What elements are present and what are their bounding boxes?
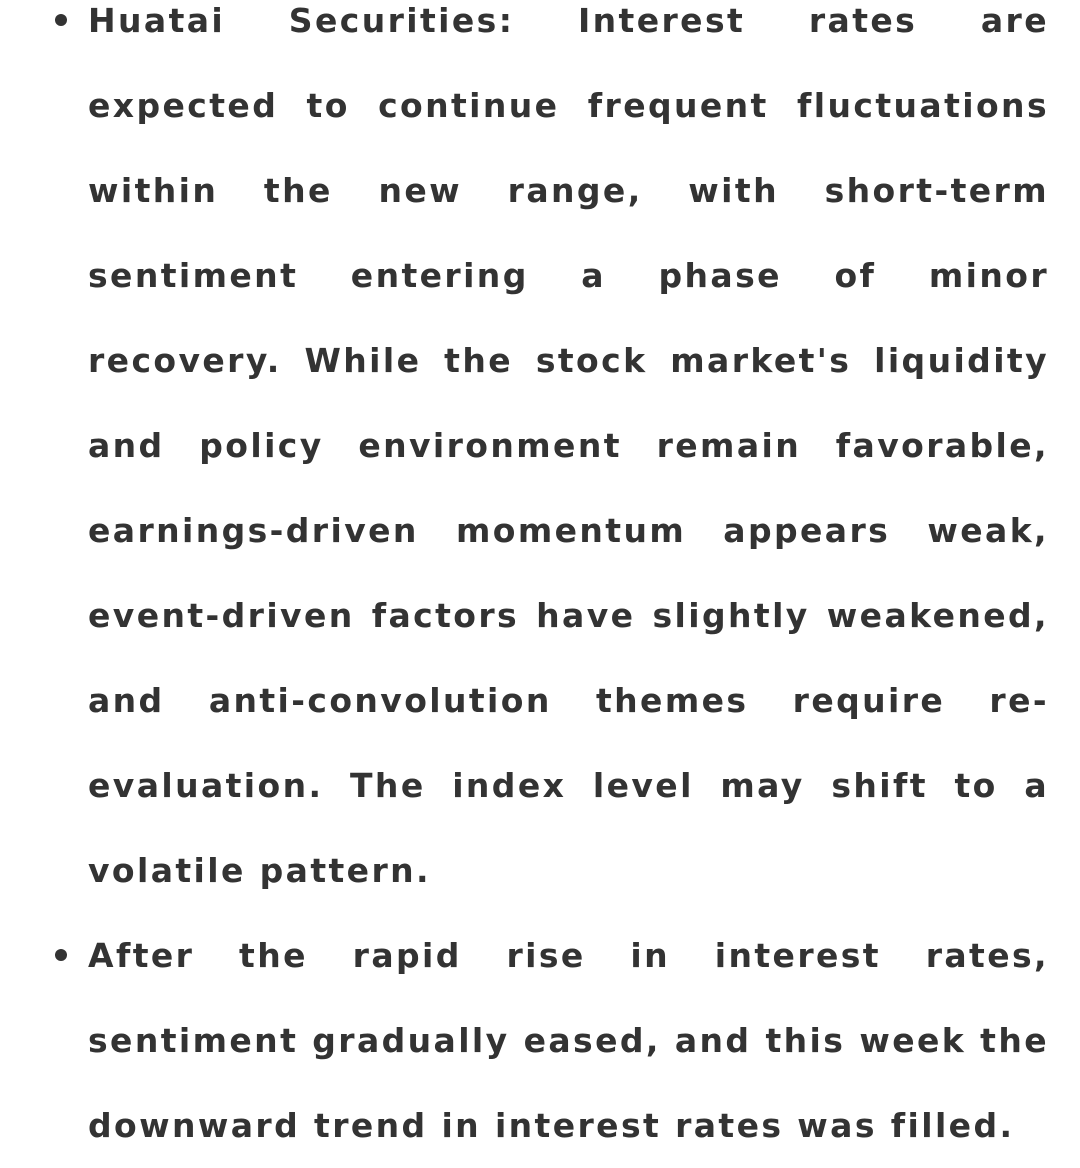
bullet-text: Huatai Securities: Interest rates are expected to continue frequent fluctuations within the new range, with short-term sentiment entering a phase of minor recovery. While the stock market's liquidity and policy environment remain favorable, earnings-driven momentum appears weak, event-driven factors have slightly weakened, and anti-convolution themes require re-evaluation. The index level may shift to a volatile pattern. bbox=[88, 1, 1049, 890]
bullet-text: After the rapid rise in interest rates, sentiment gradually eased, and this week the downward trend in interest rates was filled. bbox=[88, 936, 1049, 1145]
list-item bbox=[0, 913, 1080, 1168]
bullet-dot-icon bbox=[55, 14, 67, 26]
bullet-dot-icon bbox=[55, 949, 67, 961]
